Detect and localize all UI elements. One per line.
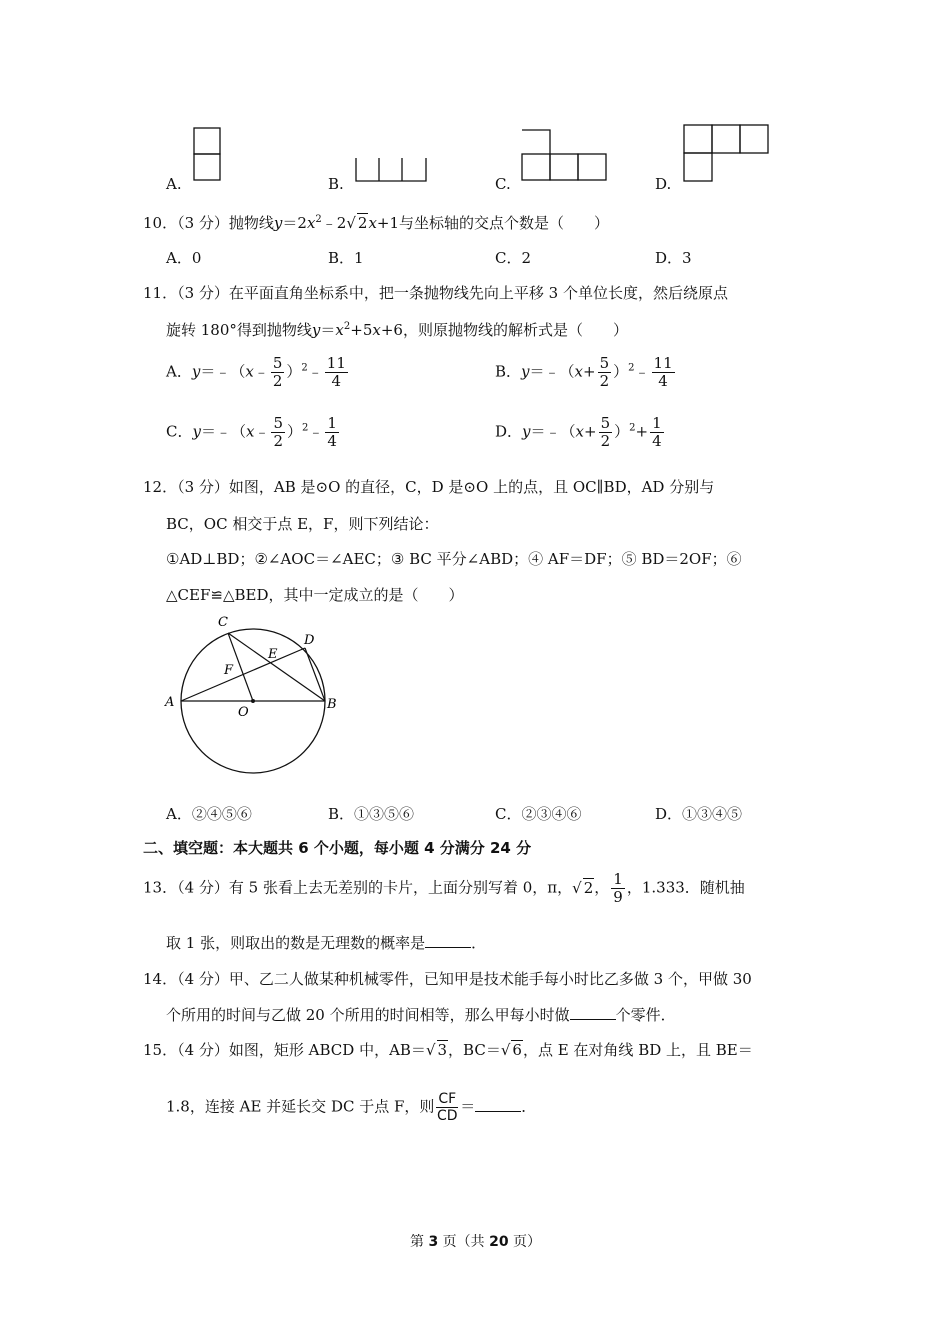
q11-option-b: B．y＝﹣（x+ $\frac{5}{2}$ ）$^2$﹣ $\frac{11}{4}$ — [495, 354, 673, 390]
question-13-line1: 13．（4 分）有 5 张看上去无差别的卡片，上面分别写着 0，π，√ 2， $\frac{1}{9}$ ，1.333．随机抽 — [143, 870, 745, 906]
q9-option-c-figure — [518, 126, 610, 184]
q9-option-b-figure — [352, 154, 430, 184]
question-14-line1 — [143, 968, 752, 989]
label-b: B — [327, 697, 337, 712]
q12-score: （3 分） — [177, 478, 229, 496]
q13-line1-pre: 有 5 张看上去无差别的卡片，上面分别写着 0，π， — [228, 878, 573, 897]
label-e: E — [268, 647, 278, 662]
q15-answer-blank[interactable] — [475, 1097, 521, 1112]
page-number: 3 — [428, 1234, 439, 1250]
q12-text-2: BC，OC 相交于点 E，F，则下列结论： — [166, 515, 439, 533]
q11-score: （3 分） — [177, 284, 229, 302]
question-15-line1: 15．（4 分）如图，矩形 ABCD 中，AB＝√ 3，BC＝√ 6，点 E 在对角线 BD 上，且 BE＝ — [143, 1041, 753, 1059]
q14-answer-blank[interactable] — [570, 1005, 616, 1020]
page-footer: 第 3 页（共 20 页） — [410, 1234, 542, 1250]
question-12-line1 — [143, 476, 714, 497]
chord-bd — [305, 648, 325, 701]
q11-line2-pre: 旋转 180°得到抛物线 — [166, 321, 312, 339]
q13-sqrt2: √ 2 — [572, 878, 594, 897]
q11-option-c: C．y＝﹣（x﹣ $\frac{5}{2}$ ）$^2$﹣ $\frac{1}{4}$ — [166, 414, 337, 450]
q15-number: 15． — [143, 1041, 178, 1059]
q11-text: 在平面直角坐标系中，把一条抛物线先向上平移 3 个单位长度，然后绕原点 — [228, 284, 728, 302]
q10-stem-pre: 抛物线 — [228, 214, 274, 232]
q10-formula: $y=2x^2﹣2√$ 2x+1 — [273, 214, 400, 232]
q12-option-a: A．②④⑤⑥ — [166, 805, 252, 823]
question-13-line2: 取 1 张，则取出的数是无理数的概率是 ． — [166, 934, 487, 952]
q14-score: （4 分） — [177, 970, 229, 988]
q9-option-d-label: D. — [655, 175, 672, 193]
label-d: D — [304, 633, 315, 648]
q13-frac-1-9: $\frac{1}{9}$ — [613, 870, 623, 906]
question-14-line2: 个所用的时间与乙做 20 个所用的时间相等，那么甲每小时做 个零件． — [166, 1006, 676, 1024]
label-f: F — [224, 663, 234, 678]
q13-number: 13． — [143, 878, 178, 897]
section-2-heading: 二、填空题：本大题共 6 个小题，每小题 4 分满分 24 分 — [143, 839, 532, 857]
q13-line1-post: ，1.333．随机抽 — [626, 878, 745, 897]
label-c: C — [218, 615, 228, 630]
q9-option-a-figure — [190, 126, 224, 184]
q15-score: （4 分） — [177, 1041, 229, 1059]
q10-option-d: D．3 — [655, 249, 692, 267]
question-11-line2 — [166, 319, 628, 340]
question-15-line2: 1.8，连接 AE 并延长交 DC 于点 F，则 $\frac{CF}{CD}$ ＝ ． — [166, 1091, 537, 1124]
q12-option-c: C．②③④⑥ — [495, 805, 582, 823]
q11-option-d: D．y＝﹣（x+ $\frac{5}{2}$ ）$^2$+ $\frac{1}{4}$ — [495, 414, 662, 450]
label-o: O — [238, 705, 249, 720]
q10-option-c: C．2 — [495, 249, 532, 267]
center-dot — [251, 699, 255, 703]
q12-text-3: ①AD⊥BD；②∠AOC＝∠AEC；③ BC 平分∠ABD；④ AF＝DF；⑤ BD＝2OF；⑥ — [166, 550, 742, 568]
q15-fraction-cf-cd: $\frac{CF}{CD}$ — [437, 1091, 458, 1124]
q11-number: 11． — [143, 284, 178, 302]
q9-option-d-figure — [680, 121, 774, 183]
q11-formula: $y=x^2+5x+6$ — [311, 321, 403, 339]
q14-number: 14． — [143, 970, 178, 988]
q13-answer-blank[interactable] — [425, 933, 471, 948]
q12-circle-figure — [160, 608, 350, 778]
q9-option-c-label: C. — [495, 175, 511, 193]
q13-score: （4 分） — [177, 878, 229, 897]
q12-number: 12． — [143, 478, 178, 496]
q10-number: 10． — [143, 214, 178, 232]
q12-option-b: B．①③⑤⑥ — [328, 805, 415, 823]
q10-option-b: B．1 — [328, 249, 364, 267]
question-10 — [143, 212, 609, 233]
q9-option-b-label: B. — [328, 175, 344, 193]
q9-option-a-label: A. — [166, 175, 182, 193]
label-a: A — [165, 695, 175, 710]
q11-option-a: A．y＝﹣（x﹣ $\frac{5}{2}$ ）$^2$﹣ $\frac{11}{4}$ — [166, 354, 346, 390]
q10-score: （3 分） — [177, 214, 229, 232]
q10-option-a: A．0 — [166, 249, 202, 267]
q11-line2-post: ，则原抛物线的解析式是（ ） — [402, 321, 628, 339]
q14-text-1: 甲、乙二人做某种机械零件，已知甲是技术能手每小时比乙多做 3 个，甲做 30 — [228, 970, 752, 988]
q12-text-4: △CEF≌△BED，其中一定成立的是（ ） — [166, 586, 464, 604]
question-11-line1 — [143, 282, 728, 303]
q12-option-d: D．①③④⑤ — [655, 805, 743, 823]
q10-stem-post: 与坐标轴的交点个数是（ ） — [399, 214, 610, 232]
page-total: 20 — [489, 1234, 509, 1250]
q12-text-1: 如图，AB 是⊙O 的直径，C，D 是⊙O 上的点，且 OC∥BD，AD 分别与 — [228, 478, 715, 496]
